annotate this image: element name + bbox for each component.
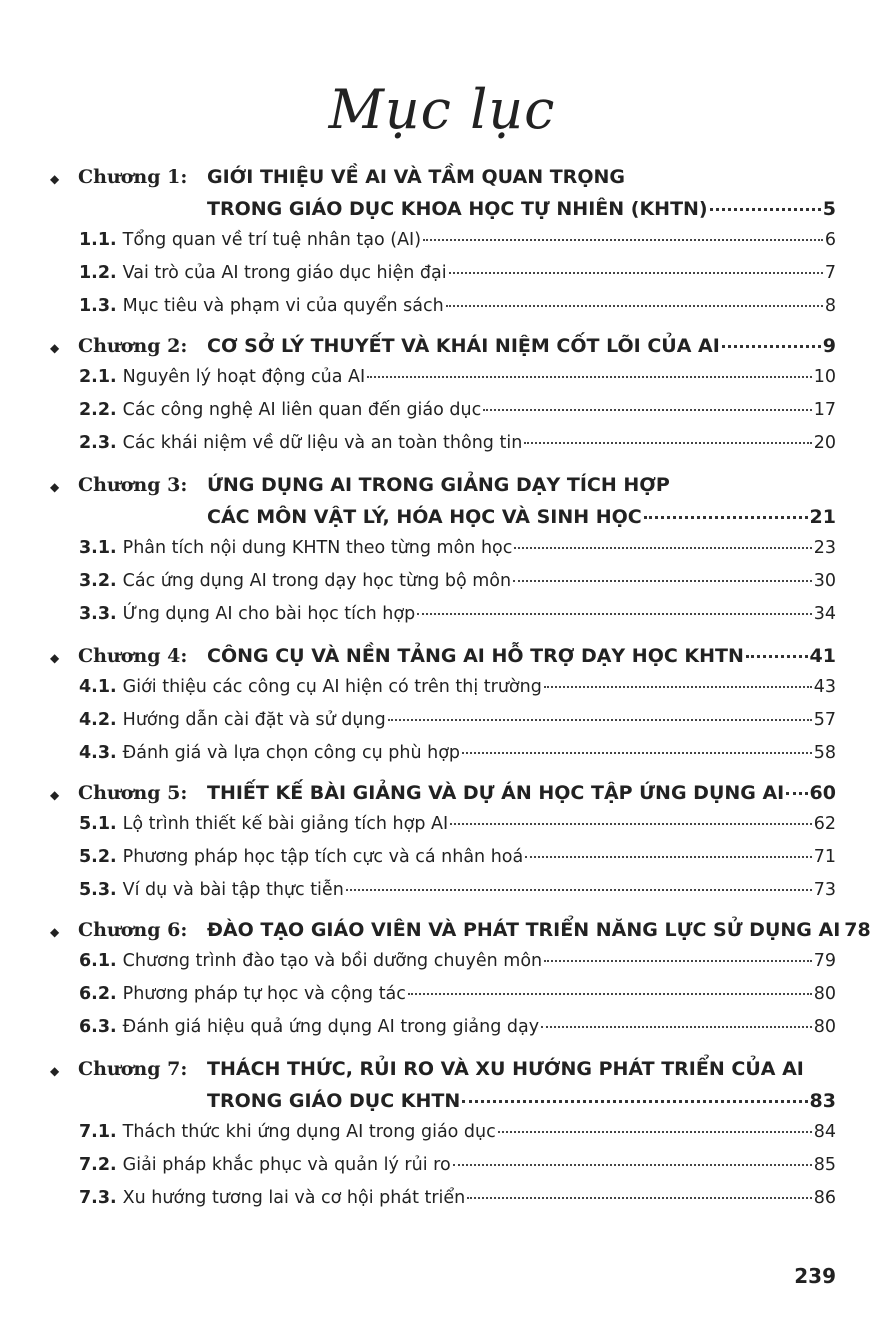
chapter-label: Chương 6:: [78, 919, 188, 941]
dot-leader: [449, 272, 823, 274]
dot-leader: [446, 305, 823, 307]
dot-leader: [467, 1197, 811, 1199]
section-page-number: 34: [813, 604, 836, 624]
section-row[interactable]: [79, 677, 836, 697]
chapter-block: [0, 645, 884, 776]
section-number: 7.2.: [79, 1155, 117, 1175]
page-title: Mục lục: [328, 78, 556, 141]
section-number: 5.1.: [79, 814, 117, 834]
chapter-block: [0, 782, 884, 913]
section-number: 6.3.: [79, 1017, 117, 1037]
section-number: 2.1.: [79, 367, 117, 387]
section-number: 1.1.: [79, 230, 117, 250]
section-row[interactable]: [79, 263, 836, 283]
section-row[interactable]: [79, 571, 836, 591]
section-title: Mục tiêu và phạm vi của quyển sách: [122, 296, 444, 316]
section-number: 6.1.: [79, 951, 117, 971]
toc-section-entry: [0, 1017, 884, 1050]
section-page-number: 86: [813, 1188, 836, 1208]
chapter-block: [0, 474, 884, 637]
section-row[interactable]: [79, 538, 836, 558]
section-page-number: 62: [813, 814, 836, 834]
chapter-page-number: 41: [809, 645, 836, 667]
section-page-number: 7: [824, 263, 836, 283]
dot-leader: [644, 516, 808, 519]
section-number: 5.2.: [79, 847, 117, 867]
dot-leader: [498, 1131, 812, 1133]
section-row[interactable]: [79, 951, 836, 971]
section-title: Ứng dụng AI cho bài học tích hợp: [122, 604, 416, 624]
toc-section-entry: [0, 1122, 884, 1155]
section-row[interactable]: [79, 847, 836, 867]
section-page-number: 80: [813, 1017, 836, 1037]
diamond-bullet-icon: ◆: [50, 341, 60, 355]
section-page-number: 85: [813, 1155, 836, 1175]
section-row[interactable]: [79, 1122, 836, 1142]
section-number: 1.3.: [79, 296, 117, 316]
chapter-title: GIỚI THIỆU VỀ AI VÀ TẦM QUAN TRỌNG: [207, 166, 625, 188]
section-title: Hướng dẫn cài đặt và sử dụng: [122, 710, 386, 730]
dot-leader: [388, 719, 812, 721]
chapter-title-row[interactable]: [207, 919, 871, 941]
toc-section-entry: [0, 1155, 884, 1188]
section-title: Giới thiệu các công cụ AI hiện có trên thị trường: [122, 677, 542, 697]
toc-section-entry: [0, 847, 884, 880]
section-number: 3.1.: [79, 538, 117, 558]
section-page-number: 43: [813, 677, 836, 697]
section-row[interactable]: [79, 1188, 836, 1208]
section-page-number: 8: [824, 296, 836, 316]
section-row[interactable]: [79, 296, 836, 316]
dot-leader: [544, 686, 812, 688]
chapter-title-row-continued[interactable]: [207, 198, 836, 220]
section-row[interactable]: [79, 1017, 836, 1037]
section-row[interactable]: [79, 710, 836, 730]
section-page-number: 79: [813, 951, 836, 971]
chapter-title-row-continued[interactable]: [207, 1090, 836, 1112]
dot-leader: [525, 856, 811, 858]
section-row[interactable]: [79, 984, 836, 1004]
chapter-page-number: 78: [844, 919, 871, 941]
chapter-title-continued: TRONG GIÁO DỤC KHTN: [207, 1090, 461, 1112]
chapter-title-row[interactable]: [207, 1058, 836, 1080]
toc-section-entry: [0, 677, 884, 710]
section-page-number: 73: [813, 880, 836, 900]
chapter-label: Chương 2:: [78, 335, 188, 357]
section-title: Nguyên lý hoạt động của AI: [122, 367, 366, 387]
chapter-block: [0, 1058, 884, 1221]
section-title: Ví dụ và bài tập thực tiễn: [122, 880, 344, 900]
chapter-page-number: 83: [809, 1090, 836, 1112]
chapter-title-continued: TRONG GIÁO DỤC KHOA HỌC TỰ NHIÊN (KHTN): [207, 198, 708, 220]
toc-section-entry: [0, 710, 884, 743]
section-number: 2.3.: [79, 433, 117, 453]
chapter-title: THÁCH THỨC, RỦI RO VÀ XU HƯỚNG PHÁT TRIỂN CỦA AI: [207, 1058, 804, 1080]
chapter-label: Chương 1:: [78, 166, 188, 188]
toc-section-entry: [0, 230, 884, 263]
chapter-title-row-continued[interactable]: [207, 506, 836, 528]
toc-section-entry: [0, 814, 884, 847]
toc-section-entry: [0, 400, 884, 433]
section-title: Đánh giá hiệu quả ứng dụng AI trong giảng dạy: [122, 1017, 540, 1037]
chapter-title: ĐÀO TẠO GIÁO VIÊN VÀ PHÁT TRIỂN NĂNG LỰC SỬ DỤNG AI: [207, 919, 841, 941]
toc-section-entry: [0, 571, 884, 604]
diamond-bullet-icon: ◆: [50, 480, 60, 494]
chapter-title-row[interactable]: [207, 645, 836, 667]
chapter-page-number: 5: [822, 198, 836, 220]
section-page-number: 84: [813, 1122, 836, 1142]
dot-leader: [423, 239, 823, 241]
table-of-contents: [0, 160, 884, 1221]
chapter-title-row[interactable]: [207, 166, 836, 188]
diamond-bullet-icon: ◆: [50, 651, 60, 665]
toc-section-entry: [0, 743, 884, 776]
section-row[interactable]: [79, 230, 836, 250]
toc-section-entry: [0, 1188, 884, 1221]
chapter-label: Chương 4:: [78, 645, 188, 667]
section-row[interactable]: [79, 433, 836, 453]
section-page-number: 58: [813, 743, 836, 763]
chapter-block: [0, 919, 884, 1050]
section-row[interactable]: [79, 604, 836, 624]
chapter-block: [0, 166, 884, 329]
chapter-page-number: 60: [809, 782, 836, 804]
diamond-bullet-icon: ◆: [50, 1064, 60, 1078]
section-page-number: 20: [813, 433, 836, 453]
section-number: 6.2.: [79, 984, 117, 1004]
section-number: 4.2.: [79, 710, 117, 730]
section-row[interactable]: [79, 367, 836, 387]
toc-section-entry: [0, 880, 884, 913]
chapter-title-continued: CÁC MÔN VẬT LÝ, HÓA HỌC VÀ SINH HỌC: [207, 506, 642, 528]
section-number: 1.2.: [79, 263, 117, 283]
dot-leader: [710, 208, 821, 211]
dot-leader: [786, 792, 807, 795]
section-page-number: 57: [813, 710, 836, 730]
section-title: Giải pháp khắc phục và quản lý rủi ro: [122, 1155, 451, 1175]
toc-section-entry: [0, 296, 884, 329]
toc-section-entry: [0, 951, 884, 984]
dot-leader: [483, 409, 811, 411]
dot-leader: [541, 1026, 812, 1028]
section-title: Vai trò của AI trong giáo dục hiện đại: [122, 263, 447, 283]
toc-section-entry: [0, 538, 884, 571]
section-title: Các công nghệ AI liên quan đến giáo dục: [122, 400, 482, 420]
section-number: 3.2.: [79, 571, 117, 591]
section-number: 2.2.: [79, 400, 117, 420]
diamond-bullet-icon: ◆: [50, 925, 60, 939]
section-title: Thách thức khi ứng dụng AI trong giáo dục: [122, 1122, 496, 1142]
chapter-label: Chương 5:: [78, 782, 188, 804]
section-title: Lộ trình thiết kế bài giảng tích hợp AI: [122, 814, 449, 834]
section-number: 7.3.: [79, 1188, 117, 1208]
chapter-title-row[interactable]: [207, 782, 836, 804]
toc-section-entry: [0, 984, 884, 1017]
chapter-title: CƠ SỞ LÝ THUYẾT VÀ KHÁI NIỆM CỐT LÕI CỦA AI: [207, 335, 720, 357]
section-row[interactable]: [79, 1155, 836, 1175]
diamond-bullet-icon: ◆: [50, 172, 60, 186]
toc-section-entry: [0, 263, 884, 296]
dot-leader: [722, 345, 821, 348]
chapter-page-number: 21: [809, 506, 836, 528]
section-title: Các ứng dụng AI trong dạy học từng bộ môn: [122, 571, 512, 591]
dot-leader: [524, 442, 811, 444]
section-title: Các khái niệm về dữ liệu và an toàn thông tin: [122, 433, 523, 453]
chapter-label: Chương 7:: [78, 1058, 188, 1080]
toc-section-entry: [0, 604, 884, 637]
dot-leader: [462, 752, 812, 754]
dot-leader: [408, 993, 812, 995]
section-row[interactable]: [79, 814, 836, 834]
dot-leader: [417, 613, 812, 615]
chapter-title-row[interactable]: [207, 335, 836, 357]
chapter-block: [0, 335, 884, 466]
section-title: Phân tích nội dung KHTN theo từng môn học: [122, 538, 513, 558]
section-number: 3.3.: [79, 604, 117, 624]
section-title: Xu hướng tương lai và cơ hội phát triển: [122, 1188, 466, 1208]
chapter-title: ỨNG DỤNG AI TRONG GIẢNG DẠY TÍCH HỢP: [207, 474, 670, 496]
section-page-number: 71: [813, 847, 836, 867]
dot-leader: [367, 376, 812, 378]
section-number: 7.1.: [79, 1122, 117, 1142]
section-number: 4.1.: [79, 677, 117, 697]
section-page-number: 23: [813, 538, 836, 558]
dot-leader: [450, 823, 812, 825]
section-page-number: 6: [824, 230, 836, 250]
toc-section-entry: [0, 367, 884, 400]
dot-leader: [453, 1164, 812, 1166]
diamond-bullet-icon: ◆: [50, 788, 60, 802]
section-row[interactable]: [79, 400, 836, 420]
section-page-number: 17: [813, 400, 836, 420]
section-title: Đánh giá và lựa chọn công cụ phù hợp: [122, 743, 461, 763]
section-title: Chương trình đào tạo và bồi dưỡng chuyên môn: [122, 951, 543, 971]
toc-section-entry: [0, 433, 884, 466]
section-page-number: 30: [813, 571, 836, 591]
chapter-page-number: 9: [822, 335, 836, 357]
page-number: 239: [794, 1264, 836, 1288]
dot-leader: [746, 655, 808, 658]
section-page-number: 80: [813, 984, 836, 1004]
section-number: 5.3.: [79, 880, 117, 900]
section-title: Tổng quan về trí tuệ nhân tạo (AI): [122, 230, 422, 250]
chapter-title: THIẾT KẾ BÀI GIẢNG VÀ DỰ ÁN HỌC TẬP ỨNG DỤNG AI: [207, 782, 785, 804]
section-title: Phương pháp tự học và cộng tác: [122, 984, 406, 1004]
dot-leader: [346, 889, 812, 891]
dot-leader: [544, 960, 812, 962]
section-row[interactable]: [79, 880, 836, 900]
dot-leader: [514, 547, 811, 549]
section-page-number: 10: [813, 367, 836, 387]
section-number: 4.3.: [79, 743, 117, 763]
section-title: Phương pháp học tập tích cực và cá nhân hoá: [122, 847, 524, 867]
dot-leader: [462, 1100, 807, 1103]
chapter-label: Chương 3:: [78, 474, 188, 496]
section-row[interactable]: [79, 743, 836, 763]
chapter-title: CÔNG CỤ VÀ NỀN TẢNG AI HỖ TRỢ DẠY HỌC KHTN: [207, 645, 744, 667]
dot-leader: [513, 580, 812, 582]
chapter-title-row[interactable]: [207, 474, 836, 496]
